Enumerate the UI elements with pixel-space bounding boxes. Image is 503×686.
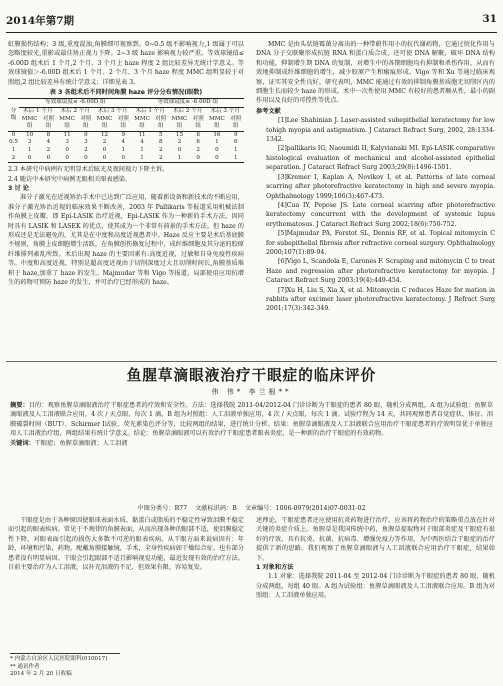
table-cell: 0 xyxy=(190,155,206,163)
table-cell: 4 xyxy=(140,139,144,146)
table-cell: 8 xyxy=(158,139,163,146)
table-group-a: 等效球镜度≤ -6.00D 组 xyxy=(19,99,131,108)
table-cell: 0 xyxy=(78,155,94,163)
table-period: 术后 3 个月 xyxy=(210,108,240,115)
table-row xyxy=(8,155,244,163)
reference-item: [7]Xu H, Liu S, Xia X, et al. Mitomycin C reduces Haze for mation in rabbits after excimer laser photorefractive keratectomy. J Refract Surg 2001;17(3):342-349. xyxy=(266,286,495,313)
table-cell: 0 xyxy=(102,147,107,153)
reference-item: [3]Kremer I, Kaplan A, Novikov I, et al. Patterns of late corneal scarring after photorefractive keratectomy in high and severe myopia. Ophthalmology 1999;106(3):467-473. xyxy=(266,173,495,200)
table-cell: 0 xyxy=(57,155,78,163)
table-cell: 0 xyxy=(215,147,219,153)
reference-item: [1]Lee Shahinian J. Laser-assisted subepithelial keratectomy for low tohigh myopia and astigmatism. J Cataract Refract Surg, 2002, 28:1334-1342. xyxy=(266,117,495,144)
result-2-4: 2.4 随访中本研究中病例无眼相关眼表感染。 xyxy=(8,175,132,183)
table-subhead: 对照组 xyxy=(115,116,131,132)
table-cell: 8 xyxy=(46,131,51,138)
classification-line: 中图分类号：R77 文献标识码：B 文章编号：1006-0979(2014)07-0031-02 xyxy=(137,505,366,512)
table-cell: 1 xyxy=(131,155,152,163)
table-subhead: MMC组 xyxy=(19,116,40,132)
body-left-column xyxy=(8,516,244,572)
table-cell: 0 xyxy=(177,147,182,153)
table-subhead: MMC组 xyxy=(57,116,78,132)
table-cell: 9 xyxy=(84,131,88,138)
table-cell: 0 xyxy=(115,155,131,163)
methods-paragraph: 1.1 对象：选择我院 2011-04 至 2012-04 门诊诊断为干眼症的患者 80 眼，随机分成两组，每组 40 眼。A 组为试验组：鱼腥草滴眼液及人工泪液联合应用。B 组为对照组：人工泪液单独应用。 xyxy=(256,573,495,600)
table-cell: 2 xyxy=(196,147,200,153)
table-cell: 2 xyxy=(46,147,51,153)
table-period: 术后 1 个月 xyxy=(23,108,53,115)
table-cell: 6 xyxy=(196,139,200,146)
table-cell: 1 xyxy=(233,147,238,153)
table-cell: 9 xyxy=(121,131,126,138)
table-subhead: MMC组 xyxy=(169,116,190,132)
table-cell: 11 xyxy=(63,131,71,138)
page-number: 31 xyxy=(482,13,497,25)
table-cell: 6 xyxy=(233,139,238,146)
section-divider xyxy=(6,361,497,362)
reference-item: [4]Cua IY, Pepose JS. Late corneal scarring after photorefractive keratectomy concurrent with the development of systemic lupus erythematosus. J Cataract Refract Surg 2002;18(6):750-752. xyxy=(266,201,495,228)
table-cell: 2 xyxy=(177,139,182,146)
haze-table xyxy=(8,98,244,163)
footnote-received: 2014 年 2 月 20 日收稿 xyxy=(10,671,72,678)
table-cell: 5 xyxy=(158,131,163,138)
table-cell: 0 xyxy=(206,155,227,163)
table-cell: 8 xyxy=(196,131,200,138)
table-subhead: 对照组 xyxy=(40,116,56,132)
table-period: 术后 2 个月 xyxy=(60,108,91,115)
table-cell: 1 xyxy=(11,147,16,153)
table-cell: 0 xyxy=(65,147,69,153)
reference-list xyxy=(256,116,495,314)
results-paragraph: 虹膜损伤结构；3 级,重度混浊,角膜细可视察到。0~0.5 级不影响视力,1 级属于可以忽略度较光,重影或最佳矫正视力下降。2~3 级 haze 影响视力较严重。等效球镜值≤ -6.00D 组术后 1 个月,2 个月、3 个月上 haze 程度 2 组比较差异无统计学意义。等效球镜值＞-6.00D 组术后 1 个月、2 个月、3 个月 haze 程度 MMC 组明显较于对照组,2 组比较差异有统计学意义；详细见表 3。 xyxy=(8,41,244,86)
article-authors: 伟 伟* 李兰根** xyxy=(211,388,292,396)
table-cell: 0 xyxy=(11,131,16,138)
table-cell: 1 xyxy=(121,147,126,153)
table-cell: 2 xyxy=(8,155,19,163)
table-subhead: 对照组 xyxy=(227,116,244,132)
table-subhead: MMC组 xyxy=(131,116,152,132)
page-header xyxy=(6,10,497,33)
reference-item: [5]Majmudar PA, Forstot SL, Dennis RF, et al. Topical mitomycin C for subepithelial fibrosis after refractive corneal surgery. Ophthalmology 2000;107(1):89-94. xyxy=(266,230,495,256)
table-cell: 12 xyxy=(101,131,109,138)
result-2-3: 2.3 本研究中病例有无明显术后眩光及夜间视力下降主诉。 xyxy=(8,166,169,174)
table-period: 术后 2 个月 xyxy=(172,108,203,115)
table-cell: 0 xyxy=(94,155,115,163)
table-cell: 3 xyxy=(65,139,69,146)
table-group-b: 等效球镜度≥ -6.00D 组 xyxy=(131,99,244,108)
discussion-heading: 3 讨 论 xyxy=(8,185,29,192)
table-row xyxy=(8,147,244,155)
table-cell: 11 xyxy=(138,131,146,138)
keywords-text: 干眼症；鱼腥草滴眼液；人工泪液 xyxy=(34,439,128,447)
journal-issue: 2014年第7期 xyxy=(6,15,75,27)
table-subhead: 对照组 xyxy=(153,116,169,132)
footnote-rule xyxy=(10,653,120,654)
table-cell: 10 xyxy=(26,131,34,138)
abstract-block xyxy=(10,401,493,448)
abstract-text: 目的：观察鱼腥草滴眼液治疗干眼症患者的疗效和安全性。方法：选择我院 2011-04/2012-04 门诊诊断为干眼症的患者 80 眼，随机分成两组，A 组为试验组：鱼腥草滴眼液及人工泪液联合应用，4 次 / 天点眼，每次 1 滴，B 组为对照组：人工泪液单独应用，4 次 / 天点眼，每次 1 滴。试验疗程为 14 天。共同观察患者自觉症状、体征、泪膜破裂时间（BUT）、Schirmer Ⅰ试验、荧光素染色评分等，比较两组的结果，进行统计分析。结果：鱼腥草滴眼液及人工泪液联合应用治疗干眼症患者的疗效明显优于单独应用人工泪液治疗组，两组结果有统计学意义。结论：鱼腥草滴眼液可以有效治疗干眼症患者眼表炎症，是一种新的治疗干眼症的有效药物。 xyxy=(10,402,494,438)
discussion-paragraph: 准分子激光在近视矫治手术中已达到广泛应用，随着新设备和新技术的不断应用，准分子激光矫治近视的临床效果不断改善，2003 年 Pallikaris 等报道采用机械法制作角膜上皮瓣，即 Epi-LASIK 治疗近视，Epi-LASIK 作为一种新的手术方法，因同时具有 LASIK 和 LASEK 的优点，使其成为一个非常有前景的手术方法。但 haze 的形成还是无法避免的，尤其是在中度和高度近视患者中。Haze 反应主要是术后基底膜不规则，角膜上皮细胞增生活跃，在角膜创伤修复过程中，成纤维细胞及其分泌的胶原纤维排列紊乱所致。术后出现 haze 的主要因素有:高度近视，过敏和自身免疫性疾病等。中度和高度近视，特别是超高度近视由于切削深度过大且切削时间长,角膜基质堆积于 haze,加重了 haze 的发生。Majmudar 等和 Vigo 等报道，局部使用应用抗增生的药物可预防 haze 的发生，并可治疗已经形成的 haze。 xyxy=(8,194,244,287)
table-row-label: 分级 xyxy=(8,99,19,131)
table-cell: 9 xyxy=(233,131,238,138)
table-cell: 1 xyxy=(215,139,219,146)
table-cell: 3 xyxy=(27,139,32,146)
article-title: 鱼腥草滴眼液治疗干眼症的临床评价 xyxy=(126,367,377,384)
table-period: 术后 3 个月 xyxy=(97,108,128,115)
left-column xyxy=(8,40,244,287)
table-cell: 1 xyxy=(227,155,244,163)
abstract-label: 摘要： xyxy=(10,402,29,409)
table-cell: 2 xyxy=(84,147,88,153)
keywords-label: 关键词： xyxy=(10,439,35,447)
table-period: 术后 1 个月 xyxy=(135,108,165,115)
table-cell: 16 xyxy=(213,131,221,138)
table-cell: 1 xyxy=(140,147,144,153)
table-subhead: 对照组 xyxy=(78,116,94,132)
footnote-affiliation: * 内蒙古自治区人民医院眼科(010017) xyxy=(10,656,108,662)
table-row xyxy=(8,131,244,139)
table-cell: 0 xyxy=(19,155,40,163)
table-row xyxy=(8,139,244,147)
table-cell: 15 xyxy=(175,131,184,138)
table-cell: 4 xyxy=(46,139,51,146)
reference-item: [6]Vigo L, Scandola E, Carones F. Scraping and mitomycin C to treat Haze and regression after photorefractive keratectomy for myopia. J Cataract Refract Surg 2003;19(4):449-454. xyxy=(266,258,495,285)
right-column xyxy=(256,40,495,314)
table-cell: 1 xyxy=(27,147,32,153)
table-cell: 1 xyxy=(169,155,190,163)
table-cell: 2 xyxy=(102,139,107,146)
table-subhead: MMC组 xyxy=(94,116,115,132)
mmc-paragraph: MMC 是由头状链霉菌分离出的一种带蔚作用小的抗代谢药物，它通过烷化作用与 DNA 分子交联聚形成抗链 RNA 和蛋白质合成，还可使 DNA 解聚，破坏 DNA 结构和功能，抑制增生期 DNA 的复制，对增生中的各期细胞均有抑制和杀伤作用，从而有效地抑制成纤维细胞的增生，减少胶原产生和瘢痕形成。Vigo 等和 Xu 等通过临床观察，证实其安全性良好。研究表明，MMC 能通过有效的抑制角膜基质胞无切削区内的细胞生长而较少 haze 的形成。术中一次性使用 MMC 有较好的患者顺从性，最小的副作用以及良好的可控性等优点。 xyxy=(256,41,495,105)
table-cell: 2 xyxy=(158,147,163,153)
table-cell: 2 xyxy=(153,155,169,163)
table-cell: 0.5 xyxy=(9,139,18,146)
intro-continued: 述理论，干眼症患者还应使用抗炎药物进行治疗，应该将药物治疗的策略重点放在针对关键的炎症介质上。鱼腥草是我国传统中药，鱼腥草提取物对于眼部炎症及干眼症有很好的疗效，具有抗炎、抗菌、抗病毒、增强免疫力等作用，为中西医结合干眼症的治疗提供了新的思路。我们观察了鱼腥草滴眼液与人工泪液联合应用治疗干眼症，结果如下。 xyxy=(256,517,495,562)
body-right-column xyxy=(256,516,495,601)
references-heading: 参考文献 xyxy=(256,107,281,115)
intro-paragraph: 干眼症是由于各种原因使眼球表面水质、黏蛋白或脂质的不稳定性导致泪膜不稳定而引起的眼表疾病。常见于不规律的角膜表面，从而出现各种的眼部不适，使泪膜稳定性下降，对眼表面引起的损伤大多数不可逆的眼表疾病。从干眼方面来说病因有：年龄，环境和污染，药物，配戴角膜接触镜，手术，全身性疾病如干燥综合征，也有部分患者没有明显病因。干眼会引起眼部不适且影响视觉功能，最近发现有效的治疗方法。目前主要治疗为人工泪液，以补充泪液的不足，但效果有限，容易复发。 xyxy=(8,517,244,572)
table-subhead: MMC组 xyxy=(206,116,227,132)
table-body xyxy=(8,131,244,162)
methods-heading: 1 对象和方法 xyxy=(256,564,294,572)
table-cell: 0 xyxy=(40,155,56,163)
reference-item: [2]pallikaris IG, Naoumidi II, Kalyvianaki MI. Epi-LASIK comparative histological evaluation of mechanical and alcohol-assisted epithelial separation. J Cataract Refract Surg 2003;29(8):1496-1501. xyxy=(266,145,495,172)
footnote-corresponding: ** 通讯作者 xyxy=(10,663,40,670)
footnotes xyxy=(10,656,240,679)
table-cell: 4 xyxy=(121,139,126,146)
table-subhead: 对照组 xyxy=(190,116,206,132)
table-caption: 表 3 各组术后不同时间角膜 haze 评分分布情况(眼数) xyxy=(49,89,203,97)
table-cell: 3 xyxy=(84,139,88,146)
